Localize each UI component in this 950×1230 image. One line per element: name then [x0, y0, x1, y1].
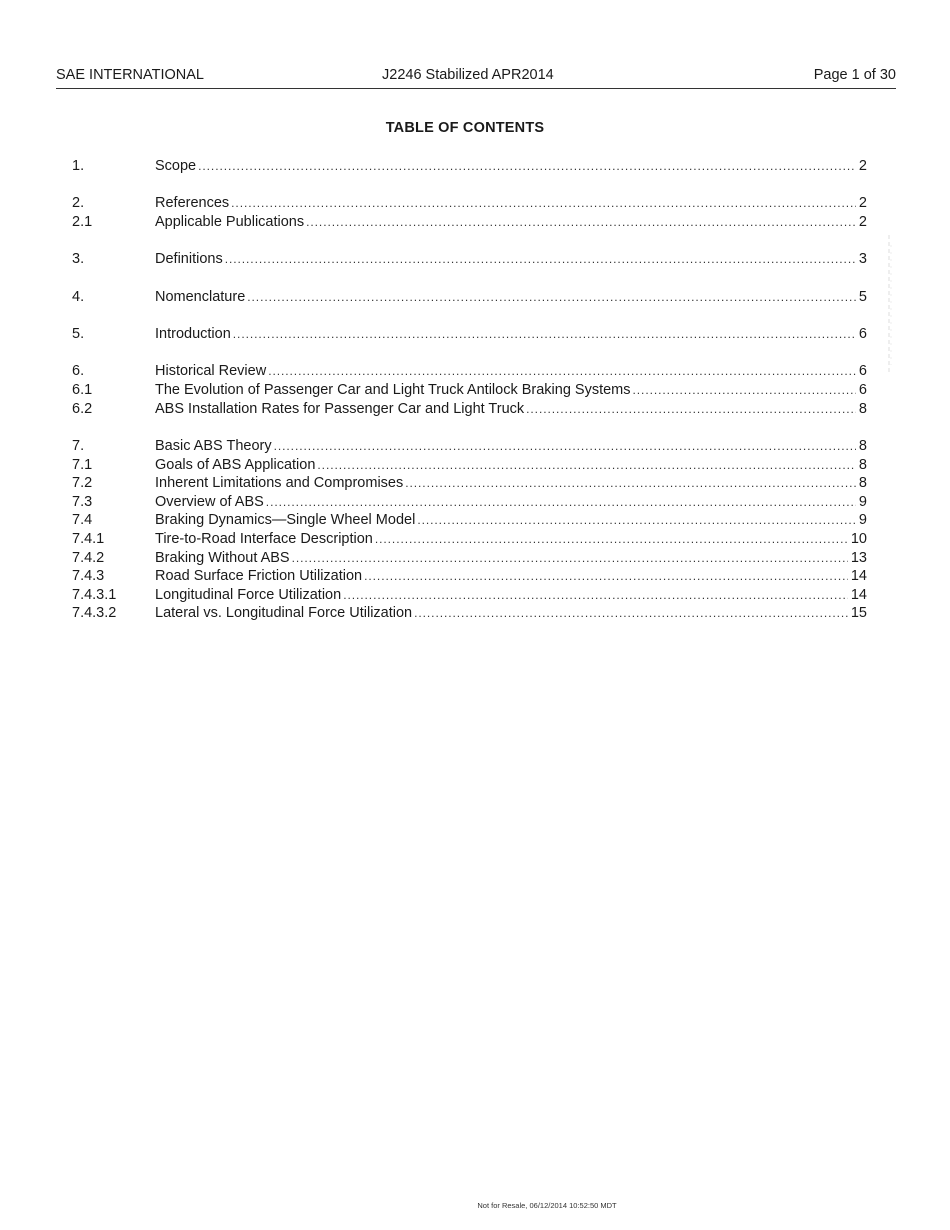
toc-section-title: Nomenclature: [155, 289, 246, 305]
toc-entry: [155, 194, 867, 213]
toc-section-number: 2.1: [72, 214, 93, 230]
toc-section-title: Applicable Publications: [155, 214, 305, 230]
header-document-id: J2246 Stabilized APR2014: [382, 67, 554, 83]
toc-section-number: 7.4.3.2: [72, 605, 117, 621]
toc-page-number: 8: [858, 438, 867, 454]
toc-section-number: 7.4.3.1: [72, 587, 117, 603]
toc-leader-dots: [225, 250, 856, 269]
toc-section-title: Scope: [155, 158, 197, 174]
toc-section-number: 6.: [72, 363, 85, 379]
toc-section-title: Inherent Limitations and Compromises: [155, 475, 404, 491]
toc-row[interactable]: [72, 437, 867, 456]
toc-page-number: 8: [858, 401, 867, 417]
toc-section-title: Tire-to-Road Interface Description: [155, 531, 373, 547]
toc-row[interactable]: [72, 493, 867, 512]
toc-title: TABLE OF CONTENTS: [385, 120, 545, 136]
toc-entry: [155, 437, 867, 456]
toc-entry: [155, 493, 867, 512]
toc-entry: [155, 456, 867, 475]
toc-section-title: Road Surface Friction Utilization: [155, 568, 363, 584]
toc-section-title: Lateral vs. Longitudinal Force Utilization: [155, 605, 413, 621]
toc-section-title: Braking Dynamics—Single Wheel Model: [155, 512, 416, 528]
toc-leader-dots: [274, 437, 856, 456]
toc-section-title: ABS Installation Rates for Passenger Car and Light Truck: [155, 401, 525, 417]
toc-entry: [155, 511, 867, 530]
toc-entry: [155, 474, 867, 493]
toc-section-number: 3.: [72, 251, 85, 267]
toc-page-number: 9: [858, 512, 867, 528]
toc-row[interactable]: [72, 325, 867, 344]
toc-page-number: 10: [850, 531, 867, 547]
toc-row[interactable]: [72, 213, 867, 232]
toc-row[interactable]: [72, 288, 867, 307]
toc-row[interactable]: [72, 511, 867, 530]
toc-leader-dots: [417, 511, 856, 530]
header-organization: SAE INTERNATIONAL: [56, 67, 204, 83]
toc-leader-dots: [247, 288, 856, 307]
toc-row[interactable]: [72, 194, 867, 213]
toc-section-title: Historical Review: [155, 363, 267, 379]
toc-leader-dots: [306, 213, 856, 232]
toc-page-number: 6: [858, 326, 867, 342]
toc-section-title: Overview of ABS: [155, 494, 264, 510]
toc-entry: [155, 400, 867, 419]
toc-entry: [155, 250, 867, 269]
toc-row[interactable]: [72, 530, 867, 549]
toc-section-title: Definitions: [155, 251, 223, 267]
toc-page-number: 5: [858, 289, 867, 305]
toc-entry: [155, 604, 867, 623]
toc-leader-dots: [343, 586, 848, 605]
toc-leader-dots: [198, 157, 856, 176]
toc-entry: [155, 530, 867, 549]
toc-entry: [155, 586, 867, 605]
toc-entry: [155, 325, 867, 344]
toc-section-number: 7.4: [72, 512, 93, 528]
toc-row[interactable]: [72, 400, 867, 419]
toc-row[interactable]: [72, 157, 867, 176]
toc-section-number: 7.3: [72, 494, 93, 510]
header-page-number: Page 1 of 30: [813, 67, 896, 83]
toc-page-number: 8: [858, 457, 867, 473]
toc-row[interactable]: [72, 567, 867, 586]
toc-section-number: 7.4.3: [72, 568, 105, 584]
toc-page-number: 15: [850, 605, 867, 621]
toc-section-number: 5.: [72, 326, 85, 342]
toc-leader-dots: [268, 362, 856, 381]
toc-entry: [155, 213, 867, 232]
toc-leader-dots: [231, 194, 856, 213]
toc-page-number: 2: [858, 195, 867, 211]
toc-leader-dots: [414, 604, 848, 623]
toc-page-number: 13: [850, 550, 867, 566]
toc-section-number: 1.: [72, 158, 85, 174]
toc-leader-dots: [526, 400, 856, 419]
toc-page-number: 14: [850, 587, 867, 603]
toc-page-number: 2: [858, 158, 867, 174]
toc-page-number: 6: [858, 382, 867, 398]
toc-row[interactable]: [72, 586, 867, 605]
toc-entry: [155, 157, 867, 176]
margin-watermark: [880, 235, 896, 375]
toc-section-title: Goals of ABS Application: [155, 457, 316, 473]
toc-page-number: 2: [858, 214, 867, 230]
toc-section-number: 6.1: [72, 382, 93, 398]
toc-leader-dots: [364, 567, 848, 586]
toc-section-number: 7.4.1: [72, 531, 105, 547]
toc-section-number: 4.: [72, 289, 85, 305]
toc-section-title: Basic ABS Theory: [155, 438, 272, 454]
toc-leader-dots: [233, 325, 856, 344]
toc-section-number: 7.4.2: [72, 550, 105, 566]
toc-section-title: Braking Without ABS: [155, 550, 290, 566]
toc-row[interactable]: [72, 474, 867, 493]
toc-leader-dots: [266, 493, 856, 512]
toc-page-number: 3: [858, 251, 867, 267]
toc-page-number: 6: [858, 363, 867, 379]
toc-page-number: 8: [858, 475, 867, 491]
toc-row[interactable]: [72, 549, 867, 568]
toc-leader-dots: [292, 549, 848, 568]
toc-section-number: 7.1: [72, 457, 93, 473]
toc-section-title: The Evolution of Passenger Car and Light Truck Antilock Braking Systems: [155, 382, 631, 398]
toc-entry: [155, 381, 867, 400]
toc-section-number: 7.2: [72, 475, 93, 491]
toc-leader-dots: [405, 474, 856, 493]
toc-section-number: 7.: [72, 438, 85, 454]
toc-entry: [155, 288, 867, 307]
toc-page-number: 9: [858, 494, 867, 510]
toc-section-number: 6.2: [72, 401, 93, 417]
toc-row[interactable]: [72, 362, 867, 381]
toc-section-title: References: [155, 195, 230, 211]
toc-row[interactable]: [72, 381, 867, 400]
toc-leader-dots: [633, 381, 856, 400]
toc-section-title: Introduction: [155, 326, 231, 342]
toc-row[interactable]: [72, 250, 867, 269]
toc-row[interactable]: [72, 456, 867, 475]
toc-leader-dots: [317, 456, 856, 475]
toc-section-title: Longitudinal Force Utilization: [155, 587, 342, 603]
toc-section-number: 2.: [72, 195, 85, 211]
toc-leader-dots: [375, 530, 848, 549]
toc-entry: [155, 362, 867, 381]
toc-row[interactable]: [72, 604, 867, 623]
toc-entry: [155, 567, 867, 586]
footer-resale-notice: Not for Resale, 06/12/2014 10:52:50 MDT: [477, 1201, 617, 1210]
page-header: [56, 66, 896, 89]
toc-entry: [155, 549, 867, 568]
toc-page-number: 14: [850, 568, 867, 584]
